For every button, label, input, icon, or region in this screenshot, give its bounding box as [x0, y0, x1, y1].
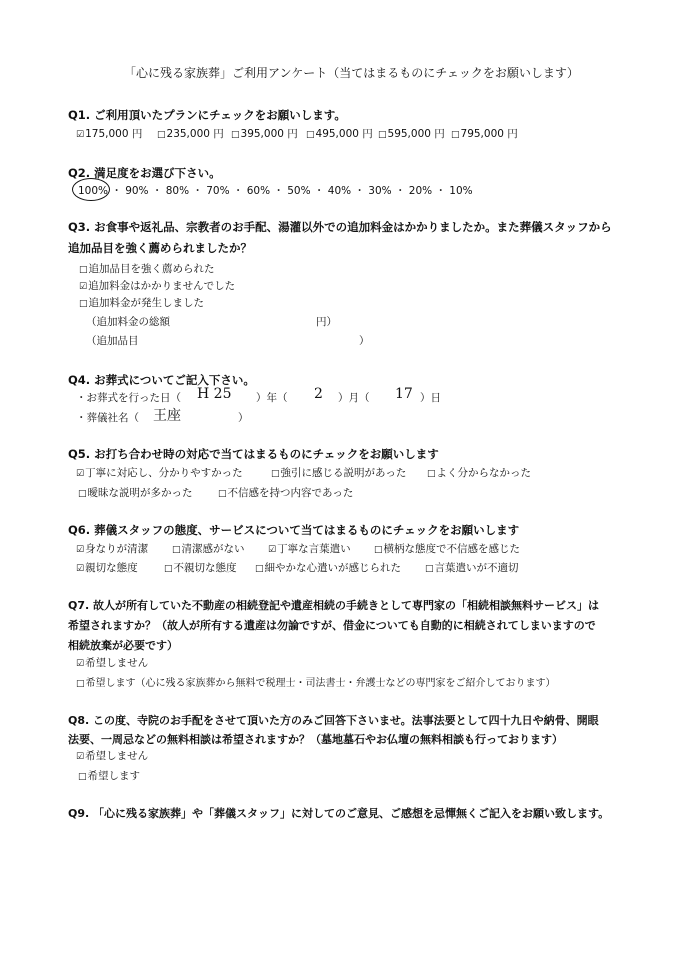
q3-option-3[interactable]	[79, 295, 204, 310]
extra-fee-amount-label: （追加料金の総額	[86, 316, 170, 328]
option-label: 希望しません	[85, 750, 149, 762]
company-name[interactable]: 王座	[153, 408, 181, 424]
q1-question: Q1. ご利用頂いたプランにチェックをお願いします。	[68, 108, 346, 122]
option-label: 清潔感がない	[181, 543, 245, 555]
q5-option-5[interactable]	[218, 485, 353, 500]
option-label: 身なりが清潔	[85, 543, 149, 555]
q6-option-6[interactable]	[164, 560, 237, 575]
option-label: 希望しません	[85, 657, 149, 669]
extra-items-close[interactable]: ）	[359, 335, 370, 347]
checkbox-icon[interactable]: □	[427, 469, 436, 479]
checkbox-icon[interactable]: □	[271, 469, 280, 479]
funeral-era-year[interactable]: H 25	[197, 386, 232, 402]
checkbox-icon[interactable]: ☑	[76, 130, 85, 140]
year-separator: ）年（	[256, 392, 288, 404]
option-label: 強引に感じる説明があった	[280, 467, 407, 479]
option-label: 希望します	[87, 770, 141, 782]
checkbox-icon[interactable]: ☑	[79, 282, 88, 292]
option-label: 235,000 円	[166, 128, 224, 140]
checkbox-icon[interactable]: □	[306, 130, 315, 140]
q5-option-1[interactable]	[76, 465, 243, 480]
q6-option-3[interactable]	[268, 541, 351, 556]
option-label: 不親切な態度	[173, 562, 237, 574]
checkbox-icon[interactable]: □	[79, 299, 88, 309]
checkbox-icon[interactable]: □	[172, 545, 181, 555]
q6-question: Q6. 葬儀スタッフの態度、サービスについて当てはまるものにチェックをお願いします	[68, 523, 520, 537]
q7-option-2[interactable]	[76, 674, 556, 689]
option-label: 丁寧に対応し、分かりやすかった	[85, 467, 243, 479]
q4-question: Q4. お葬式についてご記入下さい。	[68, 373, 255, 387]
option-label: 395,000 円	[240, 128, 298, 140]
month-separator: ）月（	[338, 392, 370, 404]
funeral-date-label: ・お葬式を行った日（	[76, 392, 181, 404]
extra-fee-amount-unit[interactable]: 円）	[316, 316, 337, 328]
q3-question-line1: Q3. お食事や返礼品、宗教者のお手配、湯灌以外での追加料金はかかりましたか。また葬儀スタッフから	[68, 220, 612, 234]
q6-option-2[interactable]	[172, 541, 245, 556]
checkbox-icon[interactable]: □	[231, 130, 240, 140]
option-label: 細やかな心遣いが感じられた	[264, 562, 402, 574]
checkbox-icon[interactable]: □	[164, 564, 173, 574]
option-label: 595,000 円	[387, 128, 445, 140]
checkbox-icon[interactable]: □	[255, 564, 264, 574]
q7-question-line1: Q7. 故人が所有していた不動産の相続登記や遺産相続の手続きとして専門家の「相続相談無料サービス」は	[68, 599, 600, 612]
checkbox-icon[interactable]: □	[78, 489, 87, 499]
checkbox-icon[interactable]: □	[218, 489, 227, 499]
option-label: 希望します（心に残る家族葬から無料で税理士・司法書士・弁護士などの専門家をご紹介しております）	[85, 678, 556, 689]
checkbox-icon[interactable]: □	[157, 130, 166, 140]
checkbox-icon[interactable]: □	[425, 564, 434, 574]
q1-option-3[interactable]	[231, 126, 298, 141]
q6-option-5[interactable]	[76, 560, 138, 575]
q6-option-4[interactable]	[374, 541, 520, 556]
q8-option-2[interactable]	[78, 768, 140, 783]
q5-question: Q5. お打ち合わせ時の対応で当てはまるものにチェックをお願いします	[68, 447, 439, 461]
q9-question: Q9. 「心に残る家族葬」や「葬儀スタッフ」に対してのご意見、ご感想を忌憚無くご記入をお願い致します。	[68, 807, 610, 820]
option-label: 横柄な態度で不信感を感じた	[383, 543, 521, 555]
checkbox-icon[interactable]: □	[79, 265, 88, 275]
checkbox-icon[interactable]: ☑	[76, 545, 85, 555]
q8-question-line1: Q8. この度、寺院のお手配をさせて頂いた方のみご回答下さいませ。法事法要として四十九日や納骨、開眼	[68, 714, 599, 727]
q1-option-5[interactable]	[378, 126, 445, 141]
option-label: 親切な態度	[85, 562, 138, 574]
checkbox-icon[interactable]: □	[451, 130, 460, 140]
option-label: 曖昧な説明が多かった	[87, 487, 193, 499]
q1-option-2[interactable]	[157, 126, 224, 141]
option-label: 175,000 円	[85, 128, 143, 140]
funeral-day[interactable]: 17	[395, 386, 413, 402]
selected-circle-mark	[72, 178, 110, 201]
option-label: よく分からなかった	[436, 467, 532, 479]
q7-question-line3: 相続放棄が必要です）	[68, 639, 178, 652]
checkbox-icon[interactable]: ☑	[76, 659, 85, 669]
checkbox-icon[interactable]: ☑	[268, 545, 277, 555]
option-label: 丁寧な言葉遣い	[277, 543, 351, 555]
option-label: 795,000 円	[460, 128, 518, 140]
q3-option-2[interactable]	[79, 278, 235, 293]
q2-question: Q2. 満足度をお選び下さい。	[68, 166, 221, 180]
satisfaction-scale[interactable]: 100% ・ 90% ・ 80% ・ 70% ・ 60% ・ 50% ・ 40% ・ 30% ・ 20% ・ 10%	[78, 185, 473, 197]
q1-option-6[interactable]	[451, 126, 518, 141]
q8-option-1[interactable]	[76, 748, 148, 763]
checkbox-icon[interactable]: □	[78, 772, 87, 782]
day-separator: ）日	[420, 392, 441, 404]
option-label: 言葉遣いが不適切	[434, 562, 519, 574]
company-close: ）	[238, 412, 249, 424]
q5-option-4[interactable]	[78, 485, 193, 500]
checkbox-icon[interactable]: ☑	[76, 564, 85, 574]
survey-title: 「心に残る家族葬」ご利用アンケート（当てはまるものにチェックをお願いします）	[124, 66, 579, 80]
q8-question-line2: 法要、一周忌などの無料相談は希望されますか？（墓地墓石やお仏壇の無料相談も行っております）	[68, 733, 563, 746]
checkbox-icon[interactable]: ☑	[76, 469, 85, 479]
company-label: ・葬儀社名（	[76, 412, 139, 424]
option-label: 不信感を持つ内容であった	[227, 487, 354, 499]
q3-question-line2: 追加品目を強く薦められましたか？	[68, 241, 252, 255]
q6-option-7[interactable]	[255, 560, 401, 575]
checkbox-icon[interactable]: ☑	[76, 752, 85, 762]
q6-option-1[interactable]	[76, 541, 148, 556]
q7-question-line2: 希望されますか？（故人が所有する遺産は勿論ですが、借金についても自動的に相続されてしまいますので	[68, 619, 596, 632]
checkbox-icon[interactable]: □	[374, 545, 383, 555]
q5-option-2[interactable]	[271, 465, 406, 480]
q6-option-8[interactable]	[425, 560, 519, 575]
q1-option-1[interactable]	[76, 126, 142, 141]
q3-option-1[interactable]	[79, 261, 215, 276]
q7-option-1[interactable]	[76, 655, 148, 670]
option-label: 追加料金はかかりませんでした	[88, 280, 236, 292]
checkbox-icon[interactable]: □	[76, 679, 85, 689]
checkbox-icon[interactable]: □	[378, 130, 387, 140]
option-label: 追加品目を強く薦められた	[88, 263, 215, 275]
q1-option-4[interactable]	[306, 126, 373, 141]
q5-option-3[interactable]	[427, 465, 531, 480]
funeral-month[interactable]: 2	[314, 386, 323, 402]
option-label: 追加料金が発生しました	[88, 297, 205, 309]
extra-items-label: （追加品目	[86, 335, 139, 347]
option-label: 495,000 円	[315, 128, 373, 140]
